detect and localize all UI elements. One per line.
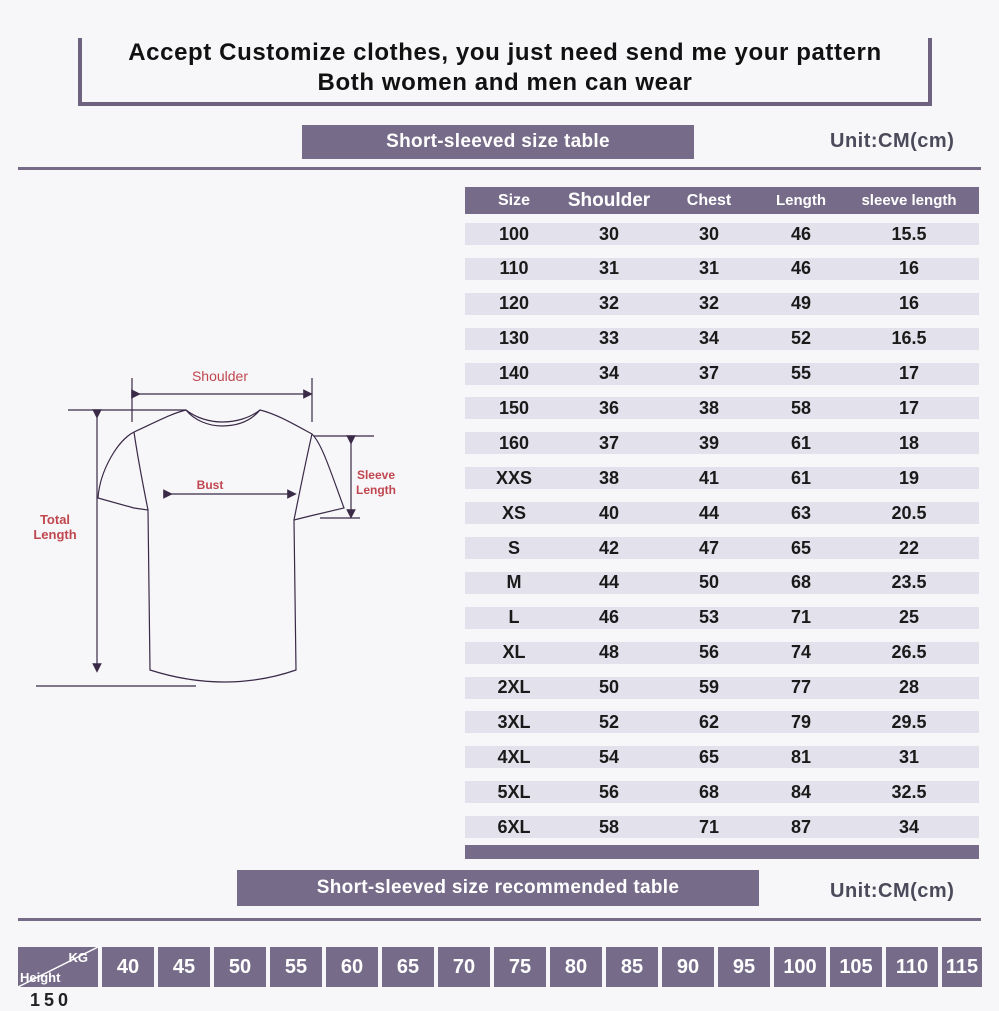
table-cell: 46 <box>790 223 812 244</box>
table-cell: 38 <box>698 397 720 418</box>
table-cell: 71 <box>790 607 812 628</box>
table-cell: 47 <box>698 537 720 558</box>
table-cell: 87 <box>790 816 812 837</box>
table-cell: 23.5 <box>891 572 927 593</box>
table-row <box>465 642 979 664</box>
table-row <box>465 816 979 838</box>
weight-header-cell: 65 <box>382 947 434 987</box>
table-cell: 46 <box>790 258 812 279</box>
bust-label: Bust <box>196 478 224 492</box>
table-cell: 42 <box>598 537 620 558</box>
recommend-corner-cell <box>18 947 98 987</box>
weight-header-cell: 90 <box>662 947 714 987</box>
table-cell: 16 <box>898 293 920 314</box>
total-label-line1: Total <box>39 512 71 527</box>
divider-line <box>18 167 981 170</box>
table-cell: 37 <box>698 363 720 384</box>
table-cell: 61 <box>790 467 812 488</box>
table-cell: 56 <box>598 781 620 802</box>
table-cell: 100 <box>498 223 530 244</box>
table-cell: 61 <box>790 432 812 453</box>
size-table-footer-bar <box>465 845 979 859</box>
table-cell: 63 <box>790 502 812 523</box>
table-cell: 3XL <box>497 711 531 732</box>
sleeve-length-label <box>350 468 402 498</box>
table-cell: 32 <box>598 293 620 314</box>
table-cell: 17 <box>898 363 920 384</box>
table-cell: 58 <box>598 816 620 837</box>
table-row <box>465 711 979 733</box>
table-row <box>465 607 979 629</box>
size-table-unit: Unit:CM(cm) <box>830 130 955 152</box>
weight-header-cell: 95 <box>718 947 770 987</box>
table-row <box>465 258 979 280</box>
weight-header-cell: 70 <box>438 947 490 987</box>
table-row <box>465 293 979 315</box>
table-cell: 68 <box>698 781 720 802</box>
table-cell: 5XL <box>497 781 531 802</box>
sleeve-label-line2: Length <box>356 483 396 497</box>
weight-header-cell: 105 <box>830 947 882 987</box>
recommend-partial-row: 150 <box>30 990 73 1010</box>
total-length-label <box>24 512 86 542</box>
table-cell: L <box>508 607 520 628</box>
table-cell: 52 <box>598 711 620 732</box>
weight-header-cell: 40 <box>102 947 154 987</box>
header-shoulder: Shoulder <box>567 189 651 211</box>
table-cell: 37 <box>598 432 620 453</box>
banner-line-2: Both women and men can wear <box>317 69 693 96</box>
table-cell: 41 <box>698 467 720 488</box>
header-size: Size <box>497 191 530 209</box>
table-cell: 2XL <box>497 677 531 698</box>
size-table-header <box>465 187 979 214</box>
table-cell: 81 <box>790 746 812 767</box>
table-cell: 30 <box>698 223 720 244</box>
table-cell: 32 <box>698 293 720 314</box>
weight-header-cell: 60 <box>326 947 378 987</box>
table-cell: 44 <box>698 502 720 523</box>
table-cell: 20.5 <box>891 502 927 523</box>
table-row <box>465 223 979 245</box>
table-cell: 56 <box>698 642 720 663</box>
tshirt-diagram <box>0 360 400 700</box>
size-table <box>465 187 979 838</box>
weight-header-cell: 45 <box>158 947 210 987</box>
table-cell: 52 <box>790 328 812 349</box>
header-sleeve-length: sleeve length <box>861 192 957 209</box>
table-cell: 28 <box>898 677 920 698</box>
weight-header-cell: 50 <box>214 947 266 987</box>
table-cell: 65 <box>698 746 720 767</box>
table-cell: 33 <box>598 328 620 349</box>
table-cell: 15.5 <box>891 223 927 244</box>
table-cell: 55 <box>790 363 812 384</box>
table-cell: 74 <box>790 642 812 663</box>
weight-header-cell: 55 <box>270 947 322 987</box>
table-cell: 40 <box>598 502 620 523</box>
table-cell: 150 <box>498 397 530 418</box>
table-cell: 54 <box>598 746 620 767</box>
table-cell: 53 <box>698 607 720 628</box>
table-row <box>465 363 979 385</box>
table-cell: 84 <box>790 781 812 802</box>
table-cell: 22 <box>898 537 920 558</box>
table-cell: 30 <box>598 223 620 244</box>
recommend-header-row <box>18 947 982 987</box>
table-cell: 17 <box>898 397 920 418</box>
table-row <box>465 397 979 419</box>
table-cell: 26.5 <box>891 642 927 663</box>
size-table-body <box>465 223 979 838</box>
divider-line-2 <box>18 918 981 921</box>
table-cell: S <box>507 537 520 558</box>
table-cell: 36 <box>598 397 620 418</box>
weight-header-cell: 115 <box>942 947 982 987</box>
table-cell: 32.5 <box>891 781 927 802</box>
table-cell: 38 <box>598 467 620 488</box>
header-length: Length <box>776 192 826 209</box>
weight-header-cell: 100 <box>774 947 826 987</box>
table-cell: 31 <box>698 258 720 279</box>
table-cell: M <box>506 572 522 593</box>
table-cell: 62 <box>698 711 720 732</box>
table-cell: 65 <box>790 537 812 558</box>
table-cell: 160 <box>498 432 530 453</box>
table-cell: 110 <box>499 258 529 279</box>
table-cell: 140 <box>498 363 530 384</box>
table-row <box>465 467 979 489</box>
table-cell: 31 <box>598 258 620 279</box>
total-label-line2: Length <box>33 527 77 542</box>
table-cell: 34 <box>598 363 620 384</box>
weight-header-cell: 80 <box>550 947 602 987</box>
table-cell: 4XL <box>497 746 531 767</box>
table-cell: 16.5 <box>891 328 927 349</box>
weight-header-cell: 75 <box>494 947 546 987</box>
table-cell: 50 <box>698 572 720 593</box>
table-cell: 50 <box>598 677 620 698</box>
table-cell: 25 <box>898 607 920 628</box>
header-chest: Chest <box>686 191 732 209</box>
table-cell: 34 <box>698 328 720 349</box>
table-cell: 48 <box>598 642 620 663</box>
table-cell: 39 <box>698 432 720 453</box>
table-row <box>465 537 979 559</box>
corner-kg-label: KG <box>68 950 88 965</box>
table-cell: 120 <box>498 293 530 314</box>
table-cell: 18 <box>898 432 920 453</box>
table-cell: 6XL <box>497 816 531 837</box>
table-cell: XS <box>501 502 526 523</box>
table-cell: 31 <box>898 746 920 767</box>
table-cell: 29.5 <box>891 711 927 732</box>
table-cell: 34 <box>898 816 920 837</box>
recommend-table-unit: Unit:CM(cm) <box>830 880 955 902</box>
table-cell: 59 <box>698 677 720 698</box>
recommend-table-title: Short-sleeved size recommended table <box>237 870 759 906</box>
table-row <box>465 746 979 768</box>
table-cell: 19 <box>898 467 920 488</box>
size-table-title: Short-sleeved size table <box>302 125 694 159</box>
table-row <box>465 432 979 454</box>
weight-header-cell: 85 <box>606 947 658 987</box>
sleeve-label-line1: Sleeve <box>356 468 396 482</box>
table-cell: 49 <box>790 293 812 314</box>
table-cell: 58 <box>790 397 812 418</box>
table-row <box>465 572 979 594</box>
shoulder-label: Shoulder <box>191 368 249 384</box>
table-cell: 71 <box>698 816 720 837</box>
table-cell: XL <box>502 642 526 663</box>
table-cell: 130 <box>498 328 530 349</box>
table-cell: 79 <box>790 711 812 732</box>
banner-line-1: Accept Customize clothes, you just need send me your pattern <box>128 39 882 66</box>
table-row <box>465 677 979 699</box>
corner-height-label: Height <box>20 970 61 985</box>
table-row <box>465 502 979 524</box>
header-banner <box>78 38 932 106</box>
table-row <box>465 328 979 350</box>
weight-header-cell: 110 <box>886 947 938 987</box>
table-cell: 68 <box>790 572 812 593</box>
table-row <box>465 781 979 803</box>
table-cell: 77 <box>790 677 812 698</box>
table-cell: 16 <box>898 258 920 279</box>
table-cell: XXS <box>495 467 533 488</box>
table-cell: 46 <box>598 607 620 628</box>
table-cell: 44 <box>598 572 620 593</box>
